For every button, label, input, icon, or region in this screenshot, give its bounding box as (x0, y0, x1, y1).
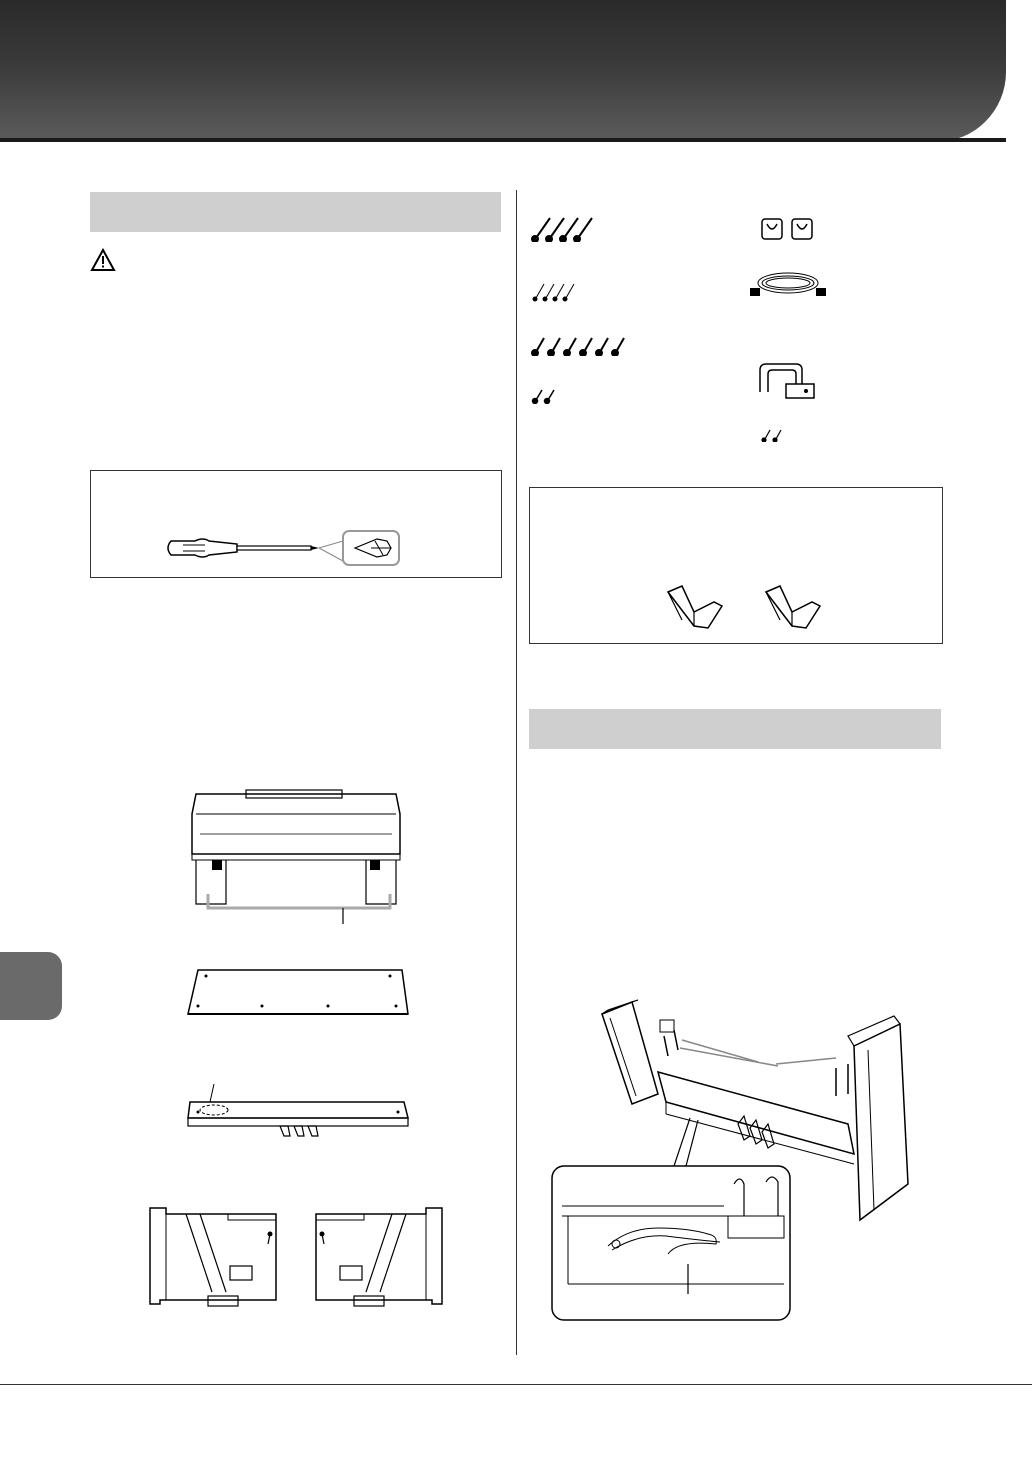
pedal-box-illustration (184, 1082, 410, 1142)
section-bar-left (90, 192, 501, 232)
page-header-edge (0, 138, 1006, 142)
chapter-side-tab (0, 952, 62, 1020)
cradle-right-icon (762, 584, 824, 630)
cable-holders-icon (760, 216, 816, 242)
main-unit-illustration (186, 784, 406, 930)
phillips-screwdriver-icon (165, 527, 405, 569)
bracket-screws-icon (760, 424, 790, 442)
tools-box (90, 470, 502, 578)
small-screws-icon (530, 382, 570, 404)
footer-rule (0, 1384, 1032, 1385)
warning-triangle-icon (90, 248, 116, 272)
anti-tip-bracket-icon (756, 362, 816, 402)
power-cord-icon (748, 264, 828, 302)
cradles-box (529, 487, 943, 644)
long-bolts-icon (530, 212, 610, 242)
stand-assembly-illustration (548, 984, 920, 1324)
cradle-left-icon (664, 584, 726, 630)
page-header-band (0, 0, 1006, 142)
side-panels-illustration (146, 1200, 446, 1312)
section-bar-right (529, 709, 941, 749)
back-board-illustration (184, 966, 410, 1018)
column-divider (516, 190, 517, 1355)
short-bolts-icon (530, 332, 630, 356)
thin-screws-icon (530, 278, 590, 302)
